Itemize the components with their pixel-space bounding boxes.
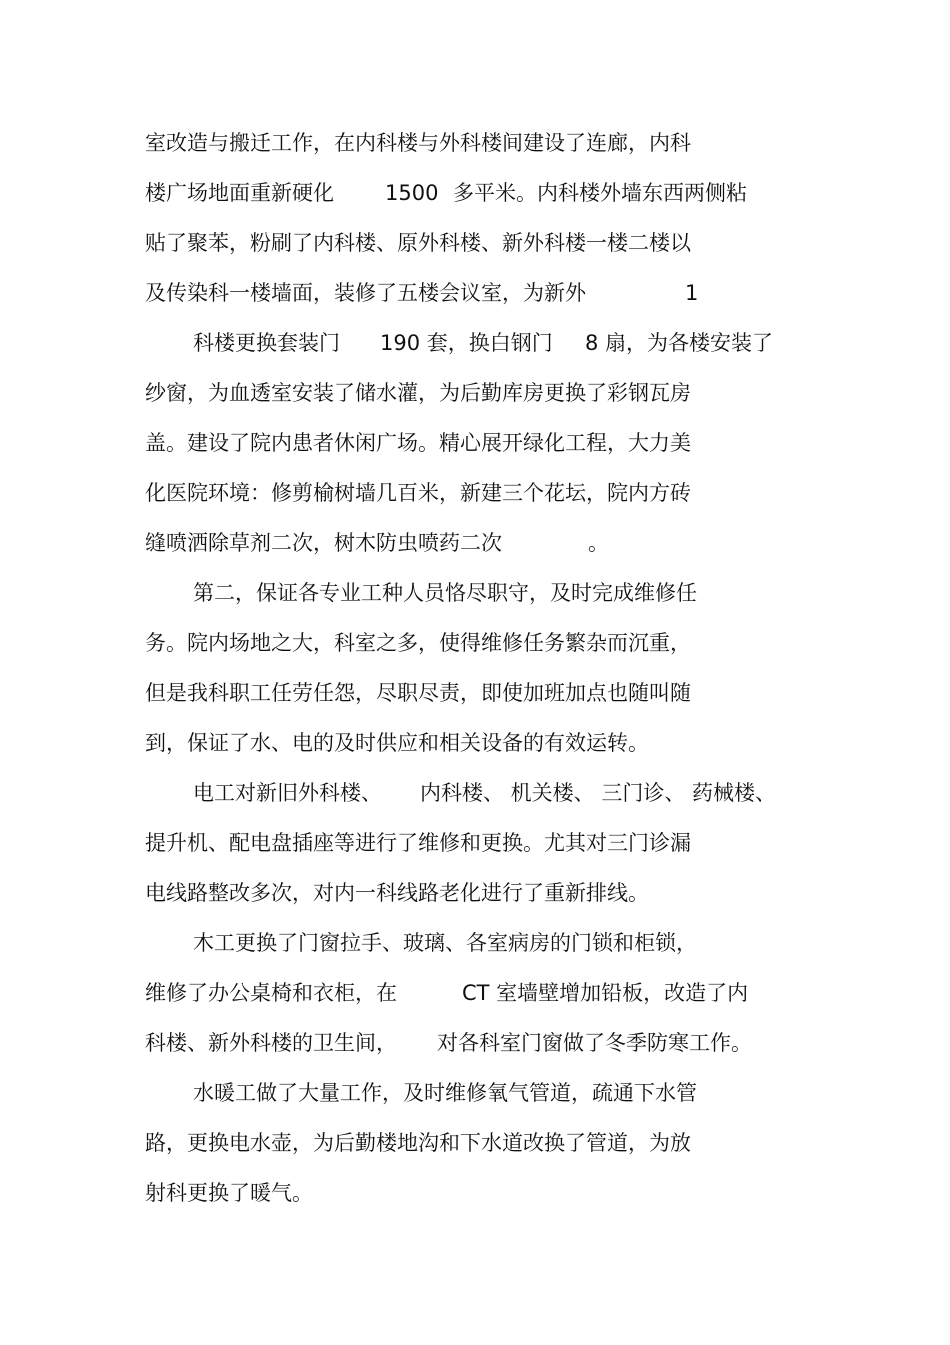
text-line: 第二，保证各专业工种人员恪尽职守，及时完成维修任: [193, 581, 697, 605]
text-line: 多平米。内科楼外墙东西两侧粘: [453, 181, 747, 205]
text-line: 科楼、新外科楼的卫生间，: [145, 1031, 397, 1055]
text-line: 射科更换了暖气。: [145, 1181, 313, 1205]
text-line: 务。院内场地之大，科室之多，使得维修任务繁杂而沉重，: [145, 631, 691, 655]
text-line: 但是我科职工任劳任怨，尽职尽责，即使加班加点也随叫随: [145, 681, 691, 705]
text-line: 化医院环境：修剪榆树墙几百米，新建三个花坛，院内方砖: [145, 481, 691, 505]
text-line: 内科楼、 机关楼、 三门诊、 药械楼、: [420, 781, 777, 805]
text-line: 维修了办公桌椅和衣柜，在: [145, 981, 397, 1005]
text-line: 贴了聚苯，粉刷了内科楼、原外科楼、新外科楼一楼二楼以: [145, 231, 691, 255]
text-line: 木工更换了门窗拉手、玻璃、各室病房的门锁和柜锁，: [193, 931, 697, 955]
page-number: 1: [685, 281, 699, 305]
text-line: 对各科室门窗做了冬季防寒工作。: [437, 1031, 752, 1055]
text-line: 水暖工做了大量工作，及时维修氧气管道，疏通下水管: [193, 1081, 697, 1105]
text-line: 电线路整改多次，对内一科线路老化进行了重新排线。: [145, 881, 649, 905]
text-line: 纱窗，为血透室安装了储水灌，为后勤库房更换了彩钢瓦房: [145, 381, 691, 405]
text-line: 缝喷洒除草剂二次，树木防虫喷药二次: [145, 531, 502, 555]
text-line: 路，更换电水壶，为后勤楼地沟和下水道改换了管道，为放: [145, 1131, 691, 1155]
text-line: 盖。建设了院内患者休闲广场。精心展开绿化工程，大力美: [145, 431, 691, 455]
text-line: 提升机、配电盘插座等进行了维修和更换。尤其对三门诊漏: [145, 831, 691, 855]
text-line: 室改造与搬迁工作，在内科楼与外科楼间建设了连廊，内科: [145, 131, 691, 155]
text-line: 及传染科一楼墙面，装修了五楼会议室，为新外: [145, 281, 586, 305]
text-line: 。: [588, 531, 609, 555]
text-line: 楼广场地面重新硬化: [145, 181, 334, 205]
text-line: 8 扇，为各楼安装了: [585, 331, 774, 355]
text-number: 1500: [385, 181, 439, 205]
text-line: 电工对新旧外科楼、: [193, 781, 382, 805]
text-line: 科楼更换套装门: [193, 331, 340, 355]
text-line: 到，保证了水、电的及时供应和相关设备的有效运转。: [145, 731, 649, 755]
text-line: CT 室墙壁增加铅板，改造了内: [462, 981, 749, 1005]
text-line: 190 套，换白钢门: [380, 331, 553, 355]
